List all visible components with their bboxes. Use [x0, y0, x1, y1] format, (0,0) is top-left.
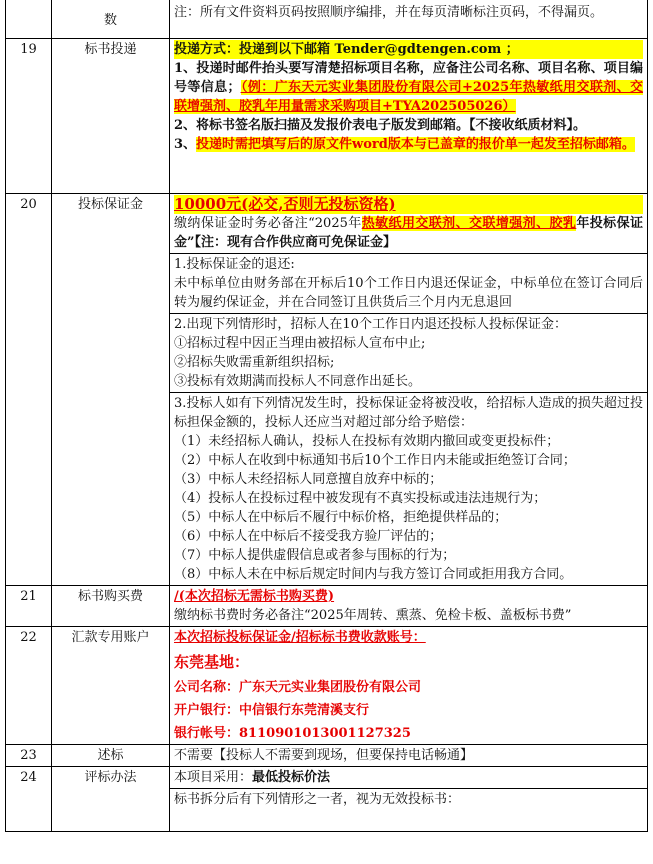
list-item: （8）中标人未在中标后规定时间内与我方签订合同或拒用我方合同。 [174, 567, 573, 582]
account-label: 银行帐号： [174, 726, 240, 741]
bid-document-fee-notice: /(本次招标无需标书购买费) [174, 589, 335, 604]
evaluation-method-cell [170, 767, 648, 789]
bank-name: 中信银行东莞清溪支行 [239, 703, 370, 718]
list-item: ①招标过程中因正当理由被招标人宣布中止; [174, 336, 426, 351]
table-row-23 [6, 745, 648, 767]
item-content-cell [170, 39, 648, 194]
list-item: （4）投标人在投标过程中被发现有不真实投标或违法违规行为； [174, 491, 547, 506]
row-number-cell [6, 194, 52, 586]
page-number-note: 注：所有文件资料页码按照顺序编排，并在每页清晰标注页码，不得漏页。 [174, 5, 604, 20]
row-number: 23 [20, 748, 37, 763]
row-number-cell [6, 0, 52, 39]
table-row-20 [6, 194, 648, 254]
base-name: 东莞基地： [174, 653, 250, 671]
delivery-method: 投递方式：投递到以下邮箱 Tender@gdtengen.com ； [174, 40, 643, 59]
evaluation-method-value: 最低投标价法 [252, 770, 331, 785]
row-number: 19 [20, 42, 37, 57]
account-title: 本次招标投标保证金/招标标书费收款账号： [174, 630, 426, 645]
invalid-bid-intro: 标书拆分后有下列情形之一者，视为无效投标书： [174, 792, 461, 807]
forfeit-intro: 3.投标人如有下列情况发生时，投标保证金将被没收，给招标人造成的损失超过投标担保金额的，投标人还应当对超过部分给予赔偿： [174, 396, 643, 430]
company-label: 公司名称： [174, 680, 240, 695]
evaluation-method-label: 本项目采用： [174, 770, 253, 785]
item-name-cell [52, 0, 170, 39]
table-row-21 [6, 586, 648, 627]
deposit-return-cases-cell [170, 314, 648, 393]
item-name: 投标保证金 [77, 197, 143, 212]
row-number-cell [6, 745, 52, 767]
item-name-cell [52, 745, 170, 767]
deposit-amount-cell [170, 194, 648, 254]
deposit-forfeit-cell [170, 393, 648, 586]
bid-document-fee-remark: 缴纳标书费时务必备注“2025年周转、熏蒸、免检卡板、盖板标书费” [174, 608, 572, 623]
email-subject-rule: 1、投递时邮件抬头要写清楚招标项目名称，应备注公司名称、项目名称、项目编号等信息； [174, 61, 643, 95]
item-name: 数 [103, 12, 117, 28]
list-item: （7）中标人提供虚假信息或者参与围标的行为； [174, 548, 456, 563]
list-item: ③投标有效期满而投标人不同意作出延长。 [174, 374, 422, 389]
item-name: 标书购买费 [77, 589, 143, 604]
table-row-24 [6, 767, 648, 789]
list-item: ②招标失败需重新组织招标; [174, 355, 335, 370]
item-content-cell [170, 586, 648, 627]
table-row-19 [6, 39, 648, 194]
item-name-cell [52, 767, 170, 832]
deposit-amount: 10000元(必交,否则无投标资格) [174, 195, 643, 214]
item-content-cell [170, 0, 648, 39]
invalid-bid-cell [170, 789, 648, 832]
email-subject-example: （例：广东天元实业集团股份有限公司+2025年热敏纸用交联剂、交联增强剂、胶乳年用量需求采购项目+TYA202505026） [174, 80, 643, 114]
list-item: （1）未经招标人确认，投标人在投标有效期内撤回或变更投标件； [174, 434, 560, 449]
item-name-cell [52, 627, 170, 745]
row-number-cell [6, 627, 52, 745]
row-number: 20 [20, 197, 37, 212]
row-number: 22 [20, 630, 37, 645]
table-row-18 [6, 0, 648, 39]
item-name: 汇款专用账户 [71, 630, 150, 645]
return-cases-title: 2.出现下列情形时，招标人在10个工作日内退还投标人投标保证金： [174, 317, 567, 332]
word-version-rule: 投递时需把填写后的原文件word版本与已盖章的报价单一起发至招标邮箱。 [196, 137, 635, 152]
row-number-cell [6, 586, 52, 627]
refund-body: 未中标单位由财务部在开标后10个工作日内退还保证金，中标单位在签订合同后转为履约保证金，并在合同签订且供货后三个月内无息退回 [174, 276, 643, 310]
list-item: （3）中标人未经招标人同意擅自放弃中标的； [174, 472, 443, 487]
deposit-remark-prefix: 缴纳保证金时务必备注“2025年 [174, 216, 362, 231]
item-name: 述标 [97, 748, 124, 763]
item-name: 标书投递 [84, 42, 137, 57]
item-name: 评标办法 [84, 770, 137, 785]
word-version-rule-number: 3、 [174, 137, 197, 152]
deposit-exemption-note: 【注：现有合作供应商可免保证金】 [194, 235, 396, 250]
row-number-cell [6, 767, 52, 832]
deposit-refund-cell [170, 254, 648, 314]
table-row-22 [6, 627, 648, 745]
list-item: （2）中标人在收到中标通知书后10个工作日内未能或拒绝签订合同； [174, 453, 576, 468]
item-name-cell [52, 39, 170, 194]
bank-label: 开户银行： [174, 703, 240, 718]
deposit-remark-suffix: 年投标保证金” [174, 216, 643, 250]
account-number: 8110901013001127325 [239, 726, 411, 741]
item-name-cell [52, 586, 170, 627]
item-content-cell [170, 745, 648, 767]
company-name: 广东天元实业集团股份有限公司 [239, 680, 422, 695]
refund-title: 1.投标保证金的退还: [174, 257, 295, 272]
tender-requirements-table [5, 0, 648, 832]
list-item: （5）中标人在中标后不履行中标价格，拒绝提供样品的； [174, 510, 508, 525]
deposit-remark-product: 热敏纸用交联剂、交联增强剂、胶乳 [361, 216, 577, 231]
presentation-requirement: 不需要【投标人不需要到现场，但要保持电话畅通】 [174, 748, 474, 763]
row-number: 24 [20, 770, 37, 785]
item-content-cell [170, 627, 648, 745]
row-number-cell [6, 39, 52, 194]
row-number: 21 [20, 589, 37, 604]
scan-submission-rule: 2、将标书签名版扫描及发报价表电子版发到邮箱。【不接收纸质材料】。 [174, 118, 587, 133]
list-item: （6）中标人在中标后不接受我方验厂评估的； [174, 529, 443, 544]
item-name-cell [52, 194, 170, 586]
